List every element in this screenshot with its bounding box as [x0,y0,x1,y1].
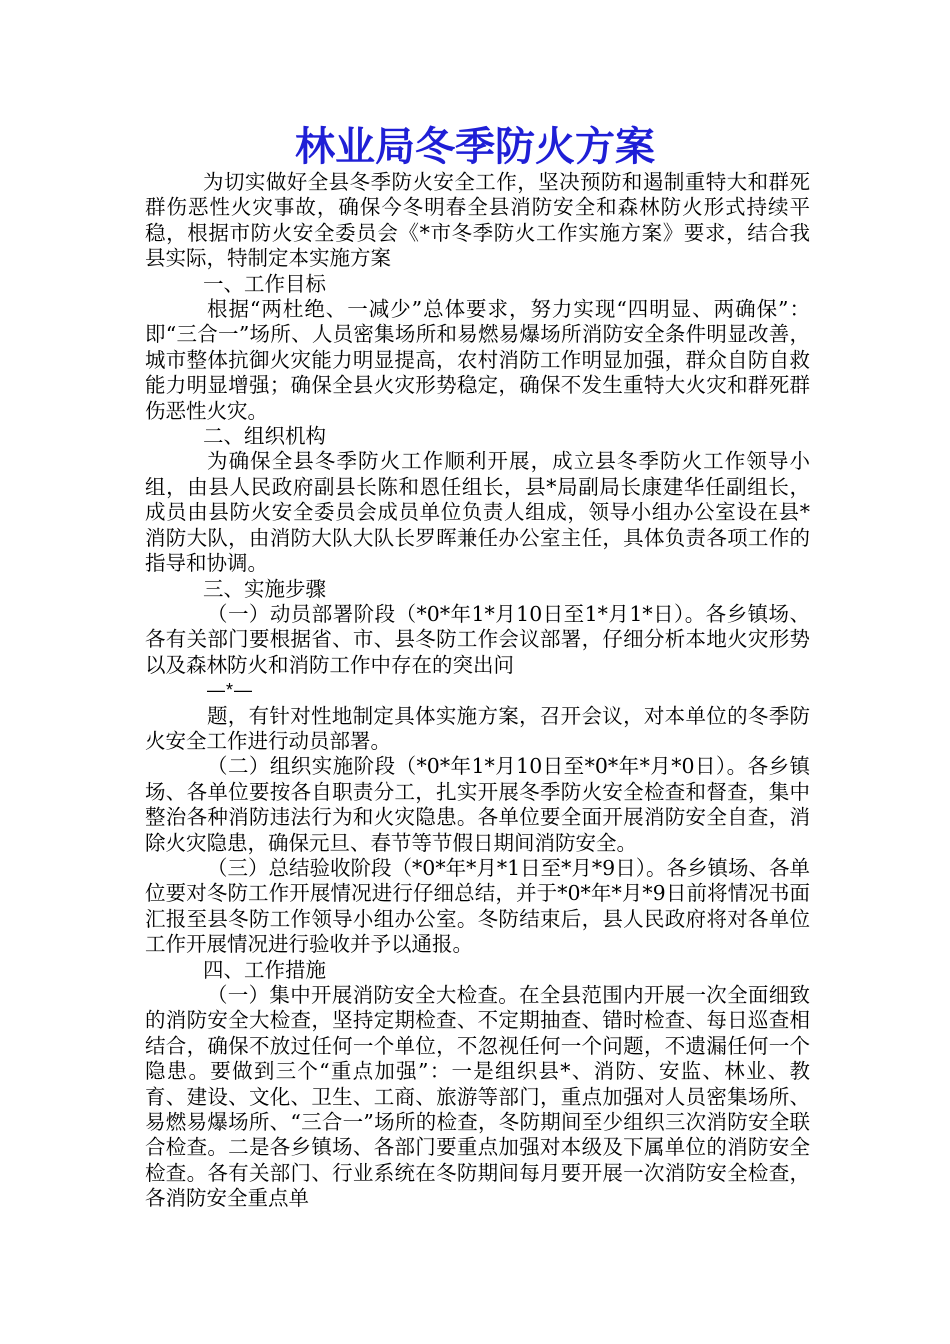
page-footer: —*— [207,680,254,701]
section-heading-measures: 四、工作措施 [203,957,326,982]
intro-paragraph: 为切实做好全县冬季防火安全工作，坚决预防和遏制重特大和群死群伤恶性火灾事故，确保今冬明春全县消防安全和森林防火形式持续平稳，根据市防火安全委员会《*市冬季防火工作实施方案》要求，结合我县实际，特制定本实施方案 [145,170,810,271]
step-two-paragraph: （二）组织实施阶段（*0*年1*月10日至*0*年*月*0日）。各乡镇场、各单位要按各自职责分工，扎实开展冬季防火安全检查和督查，集中整治各种消防违法行为和火灾隐患。各单位要全面开展消防安全自查，消除火灾隐患，确保元旦、春节等节假日期间消防安全。 [145,754,810,855]
measure-one-paragraph: （一）集中开展消防安全大检查。在全县范围内开展一次全面细致的消防安全大检查，坚持定期检查、不定期抽查、错时检查、每日巡查相结合，确保不放过任何一个单位，不忽视任何一个问题，不遗漏任何一个隐患。要做到三个“重点加强”：一是组织县*、消防、安监、林业、教育、建设、文化、卫生、工商、旅游等部门，重点加强对人员密集场所、易燃易爆场所、“三合一”场所的检查，冬防期间至少组织三次消防安全联合检查。二是各乡镇场、各部门要重点加强对本级及下属单位的消防安全检查。各有关部门、行业系统在冬防期间每月要开展一次消防安全检查，各消防安全重点单 [145,983,810,1211]
organization-paragraph: 为确保全县冬季防火工作顺利开展，成立县冬季防火工作领导小组，由县人民政府副县长陈和恩任组长，县*局副局长康建华任副组长，成员由县防火安全委员会成员单位负责人组成，领导小组办公室设在县*消防大队，由消防大队大队长罗晖兼任办公室主任，具体负责各项工作的指导和协调。 [145,449,810,576]
goals-paragraph: 根据“两杜绝、一减少”总体要求，努力实现“四明显、两确保”：即“三合一”场所、人员密集场所和易燃易爆场所消防安全条件明显改善，城市整体抗御火灾能力明显提高，农村消防工作明显加强，群众自防自救能力明显增强；确保全县火灾形势稳定，确保不发生重特大火灾和群死群伤恶性火灾。 [145,297,810,423]
step-one-paragraph: （一）动员部署阶段（*0*年1*月10日至1*月1*日）。各乡镇场、各有关部门要根据省、市、县冬防工作会议部署，仔细分析本地火灾形势以及森林防火和消防工作中存在的突出问 [145,601,810,677]
document-body [145,170,810,1212]
section-heading-goals: 一、工作目标 [203,271,326,296]
step-three-paragraph: （三）总结验收阶段（*0*年*月*1日至*月*9日）。各乡镇场、各单位要对冬防工作开展情况进行仔细总结，并于*0*年*月*9日前将情况书面汇报至县冬防工作领导小组办公室。冬防结束后，县人民政府将对各单位工作开展情况进行验收并予以通报。 [145,855,810,957]
section-heading-steps: 三、实施步骤 [203,576,326,601]
document-title: 林业局冬季防火方案 [295,124,655,170]
section-heading-organization: 二、组织机构 [203,424,326,449]
step-one-continued-paragraph: 题，有针对性地制定具体实施方案，召开会议，对本单位的冬季防火安全工作进行动员部署。 [145,703,810,753]
